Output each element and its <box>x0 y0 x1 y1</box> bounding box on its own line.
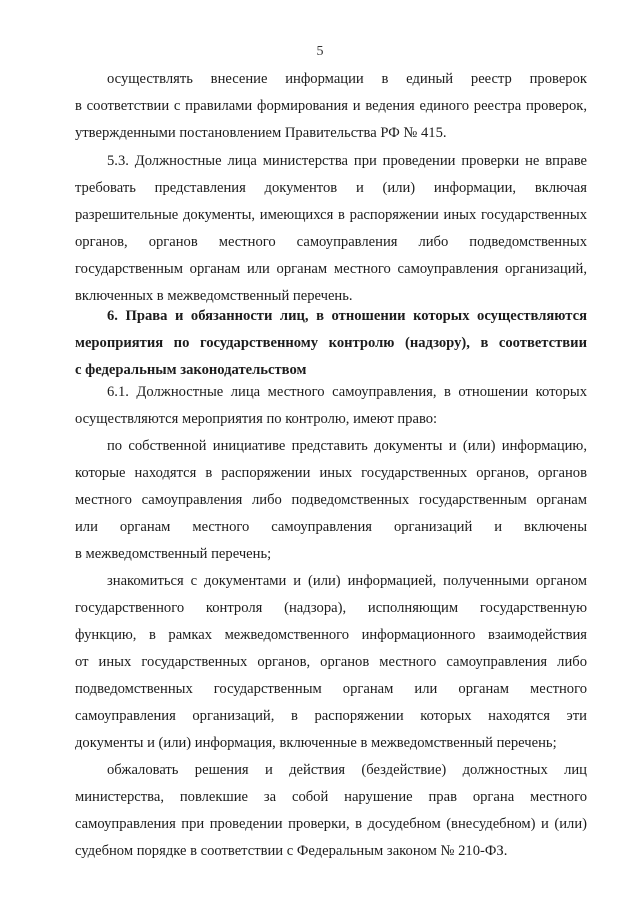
paragraph-line: органов, органов местного самоуправления либо подведомственных <box>75 234 587 250</box>
paragraph-line: самоуправления организаций, в распоряжении которых находятся эти <box>75 708 587 724</box>
paragraph-line: государственного контроля (надзора), исполняющим государственную <box>75 600 587 616</box>
paragraph-line: 6.1. Должностные лица местного самоуправления, в отношении которых <box>107 384 587 400</box>
paragraph-line: государственным органам или органам местного самоуправления организаций, <box>75 261 587 277</box>
paragraph-line: требовать представления документов и (или) информации, включая <box>75 180 587 196</box>
paragraph-line: функцию, в рамках межведомственного информационного взаимодействия <box>75 627 587 643</box>
page-number: 5 <box>316 44 324 59</box>
paragraph-line: подведомственных государственным органам или органам местного <box>75 681 587 697</box>
paragraph-line: министерства, повлекшие за собой нарушение прав органа местного <box>75 789 587 805</box>
paragraph-line: утвержденными постановлением Правительства РФ № 415. <box>75 125 447 141</box>
paragraph-line: 5.3. Должностные лица министерства при проведении проверки не вправе <box>107 153 587 169</box>
section-heading-line: с федеральным законодательством <box>75 362 307 378</box>
paragraph-line: в соответствии с правилами формирования и ведения единого реестра проверок, <box>75 98 587 114</box>
section-heading-line: 6. Права и обязанности лиц, в отношении которых осуществляются <box>107 308 587 324</box>
paragraph-line: судебном порядке в соответствии с Федеральным законом № 210-ФЗ. <box>75 843 508 859</box>
paragraph-line: осуществляются мероприятия по контролю, имеют право: <box>75 411 438 427</box>
paragraph-line: знакомиться с документами и (или) информацией, полученными органом <box>107 573 587 589</box>
paragraph-line: осуществлять внесение информации в единый реестр проверок <box>107 71 587 87</box>
paragraph-line: обжаловать решения и действия (бездействие) должностных лиц <box>107 762 587 778</box>
paragraph-line: в межведомственный перечень; <box>75 546 272 562</box>
section-heading-line: мероприятия по государственному контролю (надзору), в соответствии <box>75 335 587 351</box>
paragraph-line: документы и (или) информация, включенные в межведомственный перечень; <box>75 735 557 751</box>
paragraph-line: местного самоуправления либо подведомственных государственным органам <box>75 492 587 508</box>
paragraph-line: разрешительные документы, имеющихся в распоряжении иных государственных <box>75 207 587 223</box>
paragraph-line: включенных в межведомственный перечень. <box>75 288 353 304</box>
paragraph-line: самоуправления при проведении проверки, в досудебном (внесудебном) и (или) <box>75 816 587 832</box>
paragraph-line: или органам местного самоуправления организаций и включены <box>75 519 587 535</box>
paragraph-line: по собственной инициативе представить документы и (или) информацию, <box>107 438 587 454</box>
paragraph-line: которые находятся в распоряжении иных государственных органов, органов <box>75 465 587 481</box>
paragraph-line: от иных государственных органов, органов местного самоуправления либо <box>75 654 587 670</box>
